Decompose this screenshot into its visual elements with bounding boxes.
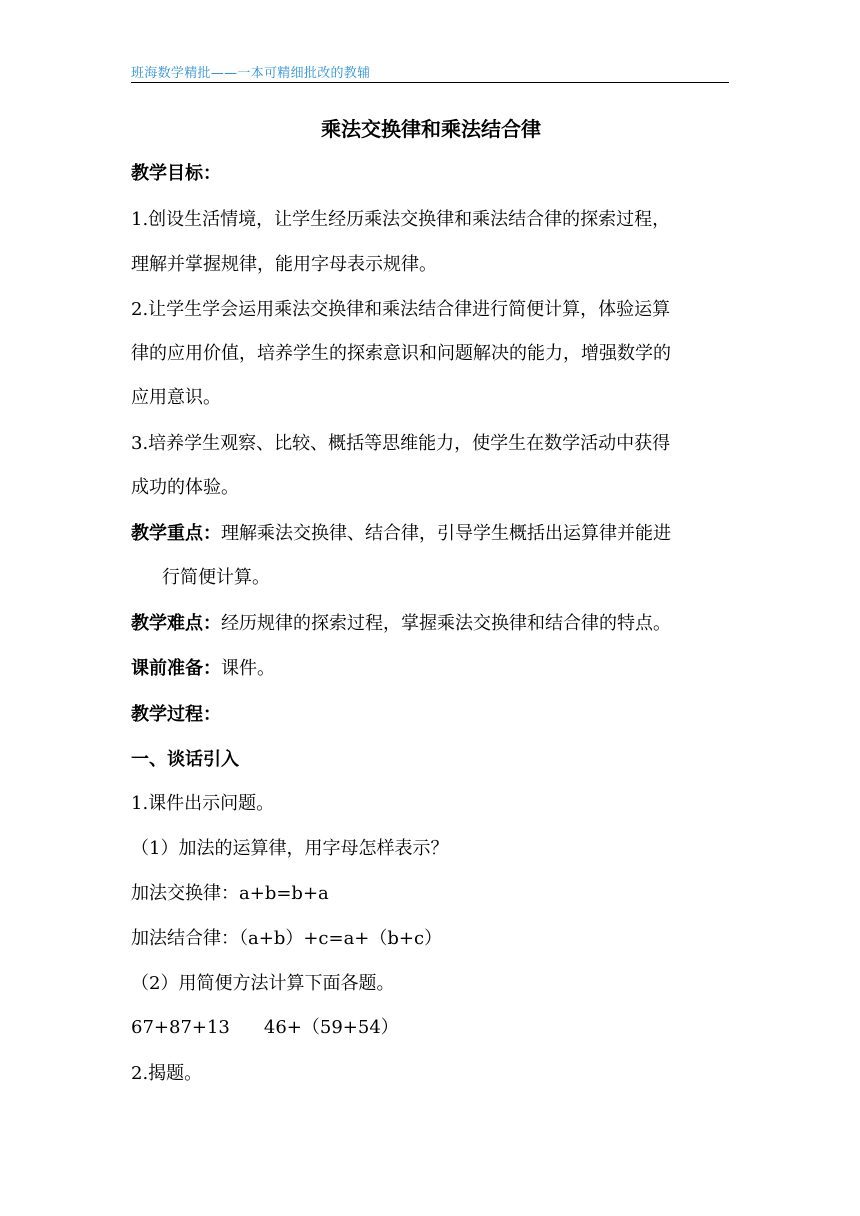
section-1-heading: 一、谈话引入 <box>131 749 239 770</box>
key-point-label: 教学重点： <box>131 523 221 544</box>
objective-2-line-1: 2.让学生学会运用乘法交换律和乘法结合律进行简便计算，体验运算 <box>131 299 671 320</box>
header-divider <box>131 82 729 83</box>
objective-2-line-3: 应用意识。 <box>131 387 221 408</box>
key-point-line-2: 行简便计算。 <box>162 567 270 588</box>
objective-1-line-1: 1.创设生活情境，让学生经历乘法交换律和乘法结合律的探索过程， <box>131 209 671 230</box>
expression-1: 67+87+13 <box>131 1017 230 1038</box>
document-title: 乘法交换律和乘法结合律 <box>321 117 541 141</box>
difficulty-text: 经历规律的探索过程，掌握乘法交换律和结合律的特点。 <box>221 613 671 634</box>
objectives-heading: 教学目标： <box>131 163 221 184</box>
difficulty-line <box>131 612 671 636</box>
header-text: 班海数学精批——一本可精细批改的教辅 <box>131 66 371 81</box>
step-2: 2.揭题。 <box>131 1063 203 1084</box>
key-point-line-1 <box>131 522 671 546</box>
objective-3-line-2: 成功的体验。 <box>131 477 239 498</box>
prep-line <box>131 657 275 681</box>
step-1: 1.课件出示问题。 <box>131 793 275 814</box>
prep-text: 课件。 <box>221 658 275 679</box>
objective-2-line-2: 律的应用价值，培养学生的探索意识和问题解决的能力，增强数学的 <box>131 343 671 364</box>
add-associative-law: 加法结合律：（a+b）+c=a+（b+c） <box>131 928 443 949</box>
expression-2: 46+（59+54） <box>263 1017 399 1038</box>
prep-label: 课前准备： <box>131 658 221 679</box>
difficulty-label: 教学难点： <box>131 613 221 634</box>
process-heading: 教学过程： <box>131 704 221 725</box>
expressions-line <box>131 1016 399 1040</box>
question-1: （1）加法的运算律，用字母怎样表示？ <box>131 838 449 859</box>
objective-1-line-2: 理解并掌握规律，能用字母表示规律。 <box>131 254 437 275</box>
add-commutative-law: 加法交换律：a+b=b+a <box>131 883 329 904</box>
question-2: （2）用简便方法计算下面各题。 <box>131 973 395 994</box>
key-point-text: 理解乘法交换律、结合律，引导学生概括出运算律并能进 <box>221 523 671 544</box>
objective-3-line-1: 3.培养学生观察、比较、概括等思维能力，使学生在数学活动中获得 <box>131 433 671 454</box>
